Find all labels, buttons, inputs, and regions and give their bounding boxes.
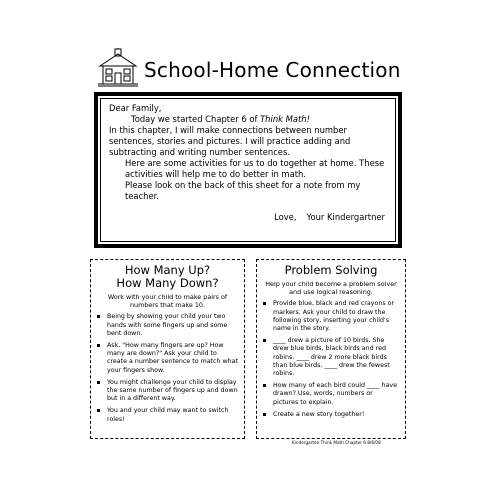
panel-intro: Work with your child to make pairs of numbers that make 10. [107,293,228,310]
family-letter [94,92,402,248]
letter-closing [109,212,387,223]
list-item-text: Ask, "How many fingers are up? How many are down?" Ask your child to create a number sentence to match what your fingers show. [107,342,238,374]
list-item-text: ____ drew a picture of 10 birds. She drew blue birds, black birds and red robins. ____ drew 2 more black birds than blue birds. ____ drew the fewest robins. [273,337,390,378]
page-header [96,48,416,88]
activity-list [263,300,399,419]
list-item-text: Being by showing your child your two hands with some fingers up and some bent down. [107,313,228,337]
bullet-icon [97,315,100,318]
letter-body [100,98,396,242]
page-footer: Kindergarten Think Math Chapter 6 8/6/08 [292,440,381,445]
letter-intro [109,114,387,125]
list-item-text: You and your child may want to switch roles! [107,407,229,423]
bullet-icon [263,339,266,342]
letter-paragraph-2: Here are some activities for us to do together at home. These activities will help me to do better in math. [125,158,385,179]
panel-title: Problem Solving [284,263,378,277]
schoolhouse-icon [96,48,140,88]
list-item [97,379,238,404]
letter-paragraph-1: In this chapter, I will make connections between number sentences, stories and pictures. I will practice adding and subtracting and writing number sentences. [109,125,351,157]
bullet-icon [263,384,266,387]
bullet-icon [263,413,266,416]
list-item [263,411,399,419]
letter-intro-text: Today we started Chapter 6 of [131,114,261,124]
bullet-icon [97,409,100,412]
panel-title-line-2: How Many Down? [116,276,219,290]
list-item-text: Create a new story together! [273,410,365,418]
list-item [263,337,399,378]
bullet-icon [97,381,100,384]
bullet-icon [263,302,266,305]
activity-list [97,313,238,423]
list-item [97,313,238,338]
list-item [97,407,238,423]
closing-word: Love, [274,212,297,222]
how-many-up-panel [90,259,245,439]
book-title: Think Math! [260,114,310,124]
list-item [263,300,399,333]
list-item [97,342,238,375]
list-item-text: How many of each bird could ____ have drawn? Use, words, numbers or pictures to explain. [273,382,398,406]
problem-solving-panel [256,259,406,439]
bullet-icon [97,344,100,347]
letter-paragraph-3: Please look on the back of this sheet for a note from my teacher. [125,180,361,201]
panel-title-line-1: How Many Up? [124,263,211,277]
panel-intro: Help your child become a problem solver and use logical reasoning. [265,280,397,297]
signature: Your Kindergartner [306,212,385,222]
page-title: School-Home Connection [144,58,401,82]
list-item [263,382,399,407]
list-item-text: Provide blue, black and red crayons or markers. Ask your child to draw the following story, inserting your child's name in the story. [273,300,395,333]
list-item-text: You might challenge your child to display the same number of fingers up and down but in a different way. [107,378,238,403]
letter-greeting: Dear Family, [109,103,162,113]
